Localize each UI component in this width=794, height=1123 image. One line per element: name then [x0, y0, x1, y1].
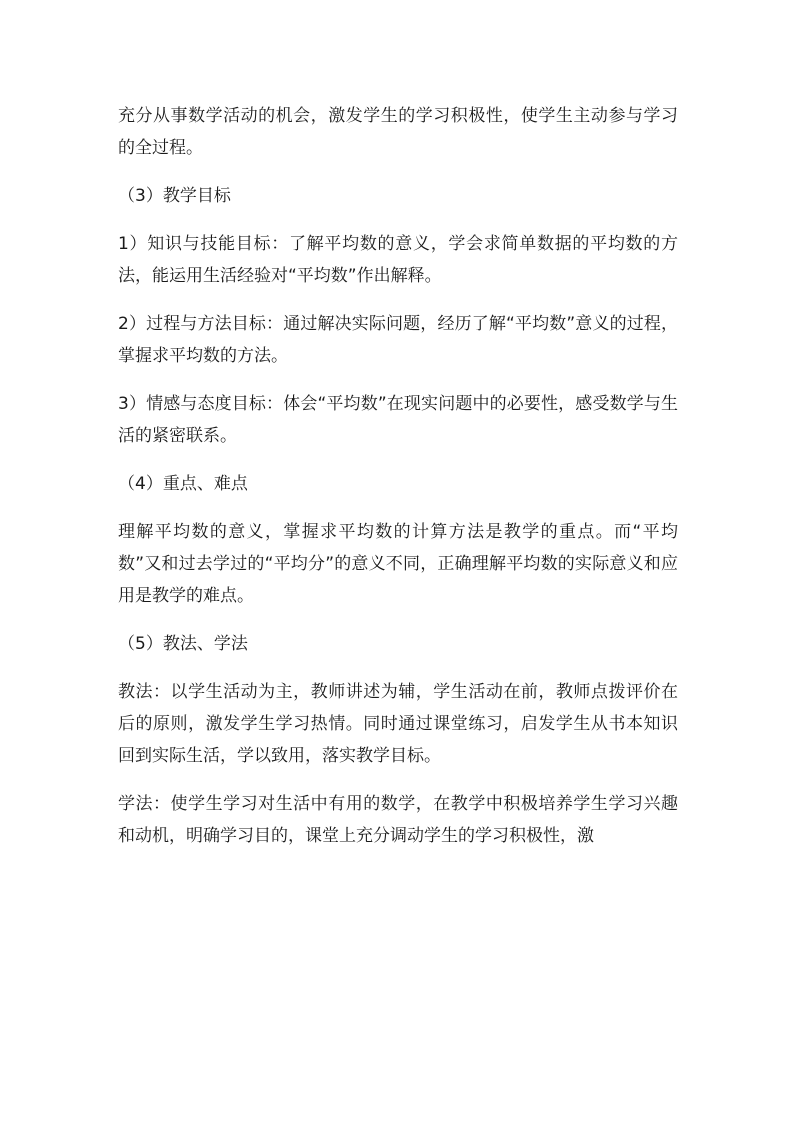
document-body — [118, 100, 678, 868]
paragraph-objective-emotion: 3）情感与态度目标：体会“平均数”在现实问题中的必要性，感受数学与生活的紧密联系。 — [118, 394, 678, 446]
paragraph-intro-continued: 充分从事数学活动的机会，激发学生的学习积极性，使学生主动参与学习的全过程。 — [118, 106, 678, 158]
paragraph-teaching-method: 教法：以学生活动为主，教师讲述为辅，学生活动在前，教师点拨评价在后的原则，激发学生学习热情。同时通过课堂练习，启发学生从书本知识回到实际生活，学以致用，落实教学目标。 — [118, 682, 678, 766]
paragraph-learning-method: 学法：使学生学习对生活中有用的数学，在教学中积极培养学生学习兴趣和动机，明确学习目的，课堂上充分调动学生的学习积极性，激 — [118, 794, 678, 846]
paragraph-objective-knowledge: 1）知识与技能目标：了解平均数的意义，学会求简单数据的平均数的方法，能运用生活经验对“平均数”作出解释。 — [118, 234, 678, 286]
paragraph-key-points: 理解平均数的意义，掌握求平均数的计算方法是教学的重点。而“平均数”又和过去学过的“平均分”的意义不同，正确理解平均数的实际意义和应用是教学的难点。 — [118, 522, 678, 606]
section-heading-key-points: （4）重点、难点 — [118, 474, 248, 494]
section-heading-methods: （5）教法、学法 — [118, 634, 248, 654]
section-heading-teaching-objectives: （3）教学目标 — [118, 186, 231, 206]
paragraph-objective-process: 2）过程与方法目标：通过解决实际问题，经历了解“平均数”意义的过程，掌握求平均数的方法。 — [118, 314, 678, 366]
